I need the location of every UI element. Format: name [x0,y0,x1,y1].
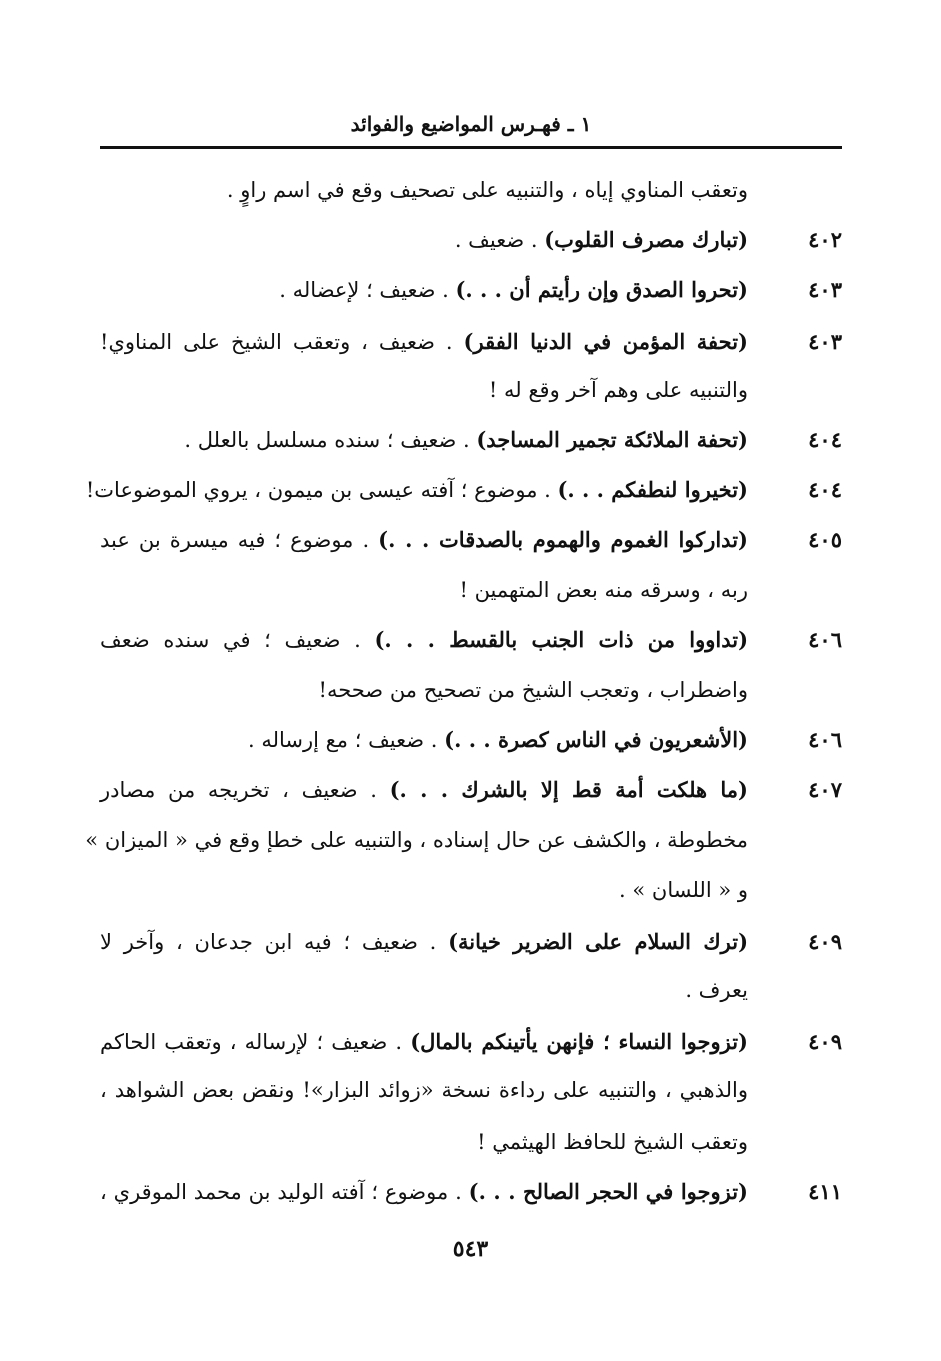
hadith-title: (تبارك مصرف القلوب) [544,227,748,252]
entry-line [0,770,941,810]
entry-text [100,1070,748,1110]
entry-text [100,1022,748,1062]
hadith-title: (ما هلكت أمة قط إلا بالشرك . . .) [389,777,748,802]
entry-line [0,322,941,362]
entry-text [100,1122,748,1162]
entry-text [100,520,748,560]
entry-comment: . ضعيف ؛ لإرساله ، وتعقب الحاكم [100,1030,411,1054]
page-number: ٥٤٣ [452,1236,489,1262]
entry-page-number: ٤٠٧ [808,777,842,802]
entry-page-number: ٤٠٢ [808,227,842,252]
entry-text [100,970,748,1010]
entry-page-number: ٤٠٩ [808,1029,842,1054]
entry-comment: مخطوطة ، والكشف عن حال إسناده ، والتنبيه على خطإ وقع في « الميزان » [85,828,748,852]
entry-page-number: ٤٠٩ [808,929,842,954]
entry-text [100,220,748,260]
hadith-title: (تداووا من ذات الجنب بالقسط . . .) [374,627,749,652]
entry-line [0,420,941,460]
entry-comment: . موضوع ؛ آفته الوليد بن محمد الموقري ، [100,1180,469,1204]
entry-line [0,1022,941,1062]
entry-page-number: ٤٠٣ [808,329,842,354]
entry-page-number: ٤٠٥ [808,527,842,552]
hadith-title: (تحفة المؤمن في الدنيا الفقر) [463,329,748,354]
hadith-title: (ترك السلام على الضرير خيانة) [448,929,749,954]
hadith-title: (تزوجوا في الحجر الصالح . . .) [468,1179,748,1204]
entry-line [0,470,941,510]
entry-line [0,570,941,610]
entry-text [100,1172,748,1212]
entry-page-number: ٤٠٦ [808,727,842,752]
entry-text [100,770,748,810]
entry-line [0,270,941,310]
entry-comment: . ضعيف ، وتعقب الشيخ على المناوي! [100,330,464,354]
entry-page-number: ٤٠٦ [808,627,842,652]
entry-page-number: ٤٠٤ [808,477,842,502]
entry-line [0,1070,941,1110]
entry-comment: . ضعيف ؛ مع إرساله . [247,728,445,752]
entry-line [0,720,941,760]
entry-text [100,720,748,760]
entry-line [0,170,941,210]
entry-line [0,870,941,910]
hadith-title: (تداركوا الغموم والهموم بالصدقات . . .) [378,527,748,552]
entry-page-number: ٤١١ [808,1179,842,1204]
entry-comment: . ضعيف ؛ سنده مسلسل بالعلل . [184,428,477,452]
entry-comment: . ضعيف ؛ في سنده ضعف [100,628,375,652]
entry-line [0,520,941,560]
entry-text [100,870,748,910]
entry-line [0,1122,941,1162]
entry-line [0,220,941,260]
entry-comment: والذهبي ، والتنبيه على رداءة نسخة «زوائد البزار»! ونقض بعض الشواهد ، [100,1078,748,1102]
entry-line [0,370,941,410]
entry-text [100,570,748,610]
entry-comment: . ضعيف ، تخريجه من مصادر [100,778,390,802]
entry-text [100,420,748,460]
entry-comment: وتعقب الشيخ للحافظ الهيثمي ! [477,1130,748,1154]
entry-line [0,970,941,1010]
entry-text [100,922,748,962]
entry-line [0,820,941,860]
entry-text [100,170,748,210]
hadith-title: (تزوجوا النساء ؛ فإنهن يأتينكم بالمال) [410,1029,748,1054]
entry-comment: وتعقب المناوي إياه ، والتنبيه على تصحيف وقع في اسم راوٍ . [226,178,748,202]
entry-comment: ربه ، وسرقه منه بعض المتهمين ! [459,578,748,602]
entry-text [100,370,748,410]
page-header-title: ١ ـ فهـرس المواضيع والفوائد [350,112,592,136]
hadith-title: (الأشعريون في الناس كصرة . . .) [444,727,748,752]
entry-page-number: ٤٠٣ [808,277,842,302]
entry-comment: . موضوع ؛ آفته عيسى بن ميمون ، يروي الموضوعات! [85,478,558,502]
entry-text [85,470,748,510]
entry-text [100,322,748,362]
entry-comment: والتنبيه على وهم آخر وقع له ! [488,378,748,402]
entry-comment: . ضعيف ؛ لإعضاله . [279,278,456,302]
entry-text [85,820,748,860]
entry-line [0,1172,941,1212]
entry-comment: . ضعيف ؛ فيه ابن جدعان ، وآخر لا [100,930,449,954]
header-rule [100,146,842,149]
entry-text [100,670,748,710]
entry-line [0,620,941,660]
entry-comment: واضطراب ، وتعجب الشيخ من تصحيح من صححه! [318,678,748,702]
entry-comment: . ضعيف . [454,228,545,252]
entry-comment: . موضوع ؛ فيه ميسرة بن عبد [100,528,379,552]
entry-line [0,922,941,962]
hadith-title: (تخيروا لنطفكم . . .) [557,477,748,502]
entry-comment: يعرف . [685,978,748,1002]
entry-text [100,270,748,310]
entry-line [0,670,941,710]
hadith-title: (تحروا الصدق وإن رأيتم أن . . .) [455,277,748,302]
hadith-title: (تحفة الملائكة تجمير المساجد) [476,427,748,452]
entry-comment: و « اللسان » . [619,878,748,902]
entry-page-number: ٤٠٤ [808,427,842,452]
entry-text [100,620,748,660]
